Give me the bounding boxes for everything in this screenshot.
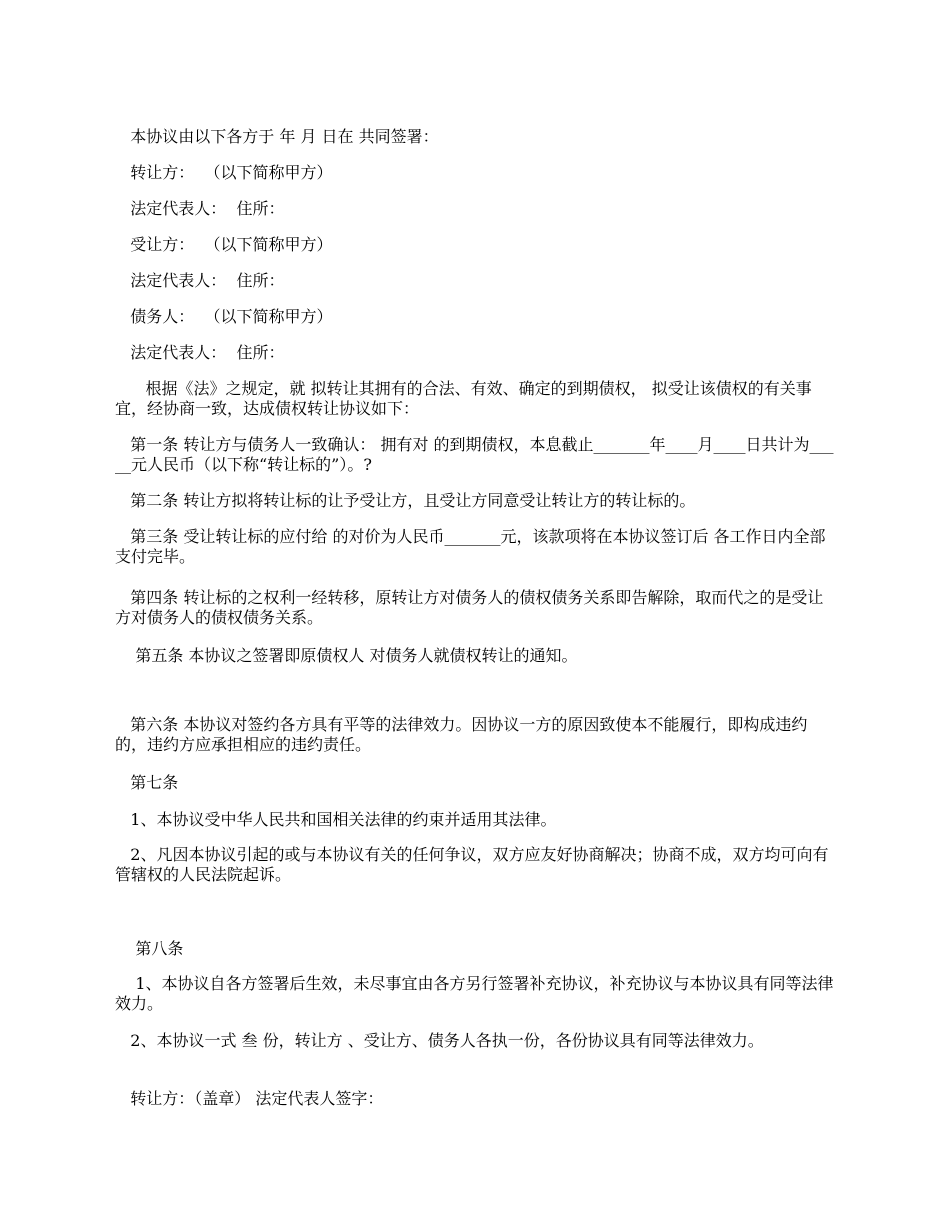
article-3-paragraph: 第三条 受让转让标的应付给 的对价为人民币_______元，该款项将在本协议签订后 各工作日内全部支付完毕。 — [115, 527, 826, 566]
signature-line: 转让方：（盖章） 法定代表人签字： — [115, 1089, 384, 1108]
intro-paragraph: 本协议由以下各方于 年 月 日在 共同签署： — [115, 127, 439, 146]
article-1-paragraph: 第一条 转让方与债务人一致确认： 拥有对 的到期债权，本息截止_______年____月____日共计为_____元人民币（以下称“转让标的”）。? — [115, 435, 834, 474]
transferee-line: 受让方： （以下简称甲方） — [115, 235, 333, 254]
article-4-paragraph: 第四条 转让标的之权利一经转移，原转让方对债务人的债权债务关系即告解除，取而代之的是受让方对债务人的债权债务关系。 — [115, 588, 824, 627]
article-7-heading: 第七条 — [115, 773, 179, 792]
preamble-paragraph: 根据《法》之规定，就 拟转让其拥有的合法、有效、确定的到期债权， 拟受让该债权的有关事宜，经协商一致，达成债权转让协议如下： — [115, 379, 812, 418]
article-2-paragraph: 第二条 转让方拟将转让标的让予受让方，且受让方同意受让转让方的转让标的。 — [115, 491, 696, 510]
article-6-paragraph: 第六条 本协议对签约各方具有平等的法律效力。因协议一方的原因致使本不能履行，即构成违约的，违约方应承担相应的违约责任。 — [115, 715, 808, 754]
article-8-clause-2: 2、本协议一式 叁 份，转让方 、受让方、债务人各执一份，各份协议具有同等法律效力。 — [115, 1031, 764, 1050]
article-7-clause-1: 1、本协议受中华人民共和国相关法律的约束并适用其法律。 — [115, 810, 557, 829]
article-8-clause-1: 1、本协议自各方签署后生效，未尽事宜由各方另行签署补充协议，补充协议与本协议具有同等法律效力。 — [115, 974, 834, 1013]
debtor-line: 债务人： （以下简称甲方） — [115, 307, 333, 326]
debtor-representative-line: 法定代表人： 住所： — [115, 343, 285, 362]
transferee-representative-line: 法定代表人： 住所： — [115, 271, 285, 290]
article-8-heading: 第八条 — [115, 939, 184, 958]
article-5-paragraph: 第五条 本协议之签署即原债权人 对债务人就债权转让的通知。 — [115, 646, 578, 665]
article-7-clause-2: 2、凡因本协议引起的或与本协议有关的任何争议，双方应友好协商解决；协商不成，双方均可向有管辖权的人民法院起诉。 — [115, 845, 829, 884]
transferor-representative-line: 法定代表人： 住所： — [115, 199, 285, 218]
transferor-line: 转让方： （以下简称甲方） — [115, 163, 333, 182]
